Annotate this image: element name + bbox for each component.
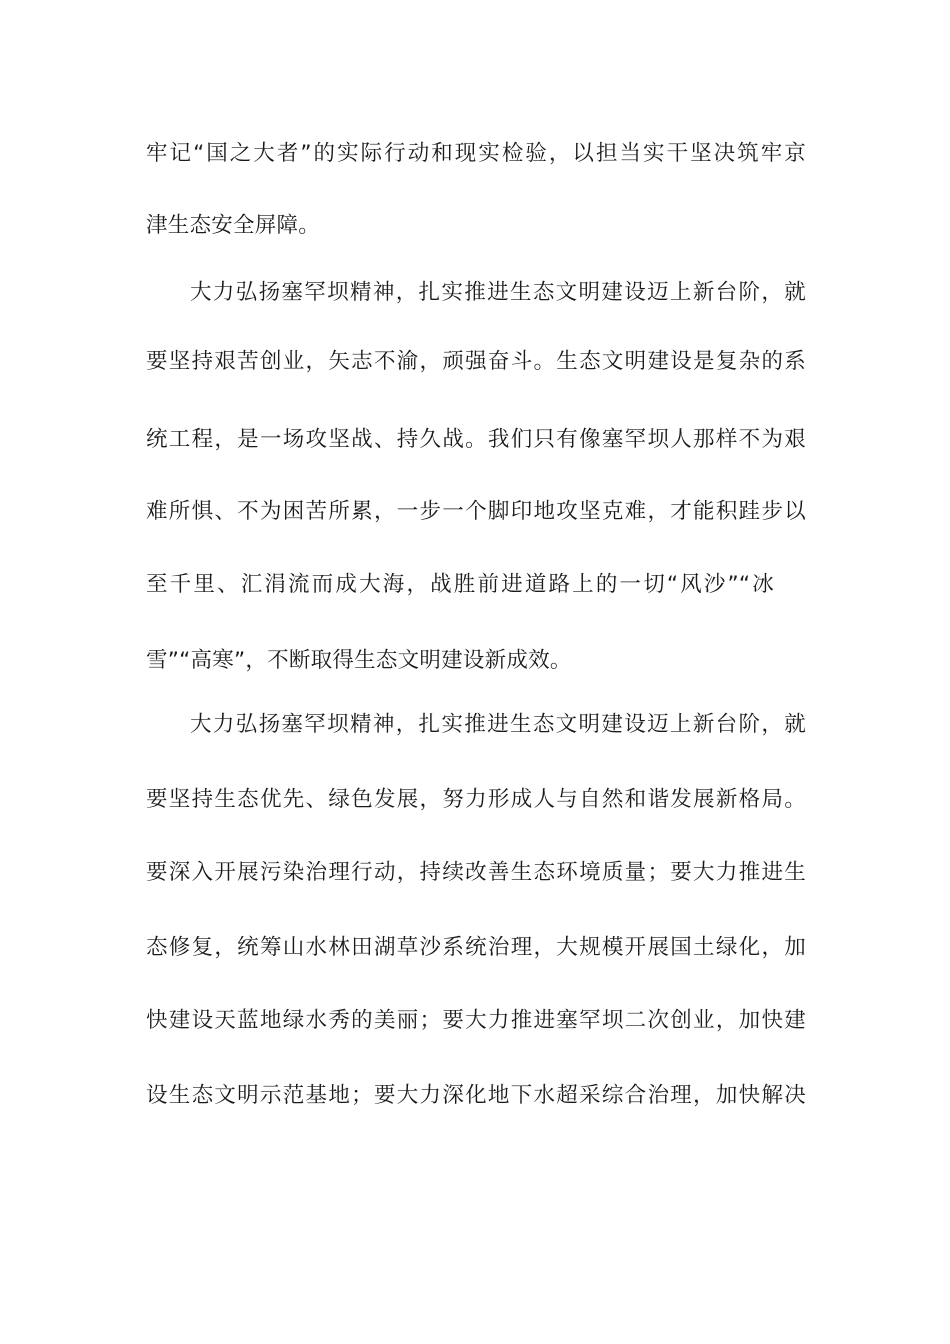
text-line-2: 津生态安全屏障。 xyxy=(146,213,321,238)
text-line-1: 牢记“国之大者”的实际行动和现实检验，以担当实干坚决筑牢京 xyxy=(146,141,806,166)
paragraph-3-line-6: 设生态文明示范基地；要大力深化地下水超采综合治理，加快解决 xyxy=(146,1083,806,1108)
paragraph-2-line-3: 统工程，是一场攻坚战、持久战。我们只有像塞罕坝人那样不为艰 xyxy=(146,427,806,452)
paragraph-2-line-2: 要坚持艰苦创业，矢志不渝，顽强奋斗。生态文明建设是复杂的系 xyxy=(146,349,806,374)
paragraph-3-line-3: 要深入开展污染治理行动，持续改善生态环境质量；要大力推进生 xyxy=(146,860,806,885)
paragraph-2-line-6: 雪”“高寒”，不断取得生态文明建设新成效。 xyxy=(146,648,572,673)
paragraph-3-line-4: 态修复，统筹山水林田湖草沙系统治理，大规模开展国土绿化，加 xyxy=(146,935,806,960)
paragraph-2-line-4: 难所惧、不为困苦所累，一步一个脚印地攻坚克难，才能积跬步以 xyxy=(146,499,806,524)
paragraph-3-line-5: 快建设天蓝地绿水秀的美丽；要大力推进塞罕坝二次创业，加快建 xyxy=(146,1008,806,1033)
paragraph-2-line-1: 大力弘扬塞罕坝精神，扎实推进生态文明建设迈上新台阶，就 xyxy=(190,280,806,305)
paragraph-3-line-2: 要坚持生态优先、绿色发展，努力形成人与自然和谐发展新格局。 xyxy=(146,787,806,812)
paragraph-3-line-1: 大力弘扬塞罕坝精神，扎实推进生态文明建设迈上新台阶，就 xyxy=(190,712,806,737)
paragraph-2-line-5: 至千里、汇涓流而成大海，战胜前进道路上的一切“风沙”“冰 xyxy=(146,572,774,597)
